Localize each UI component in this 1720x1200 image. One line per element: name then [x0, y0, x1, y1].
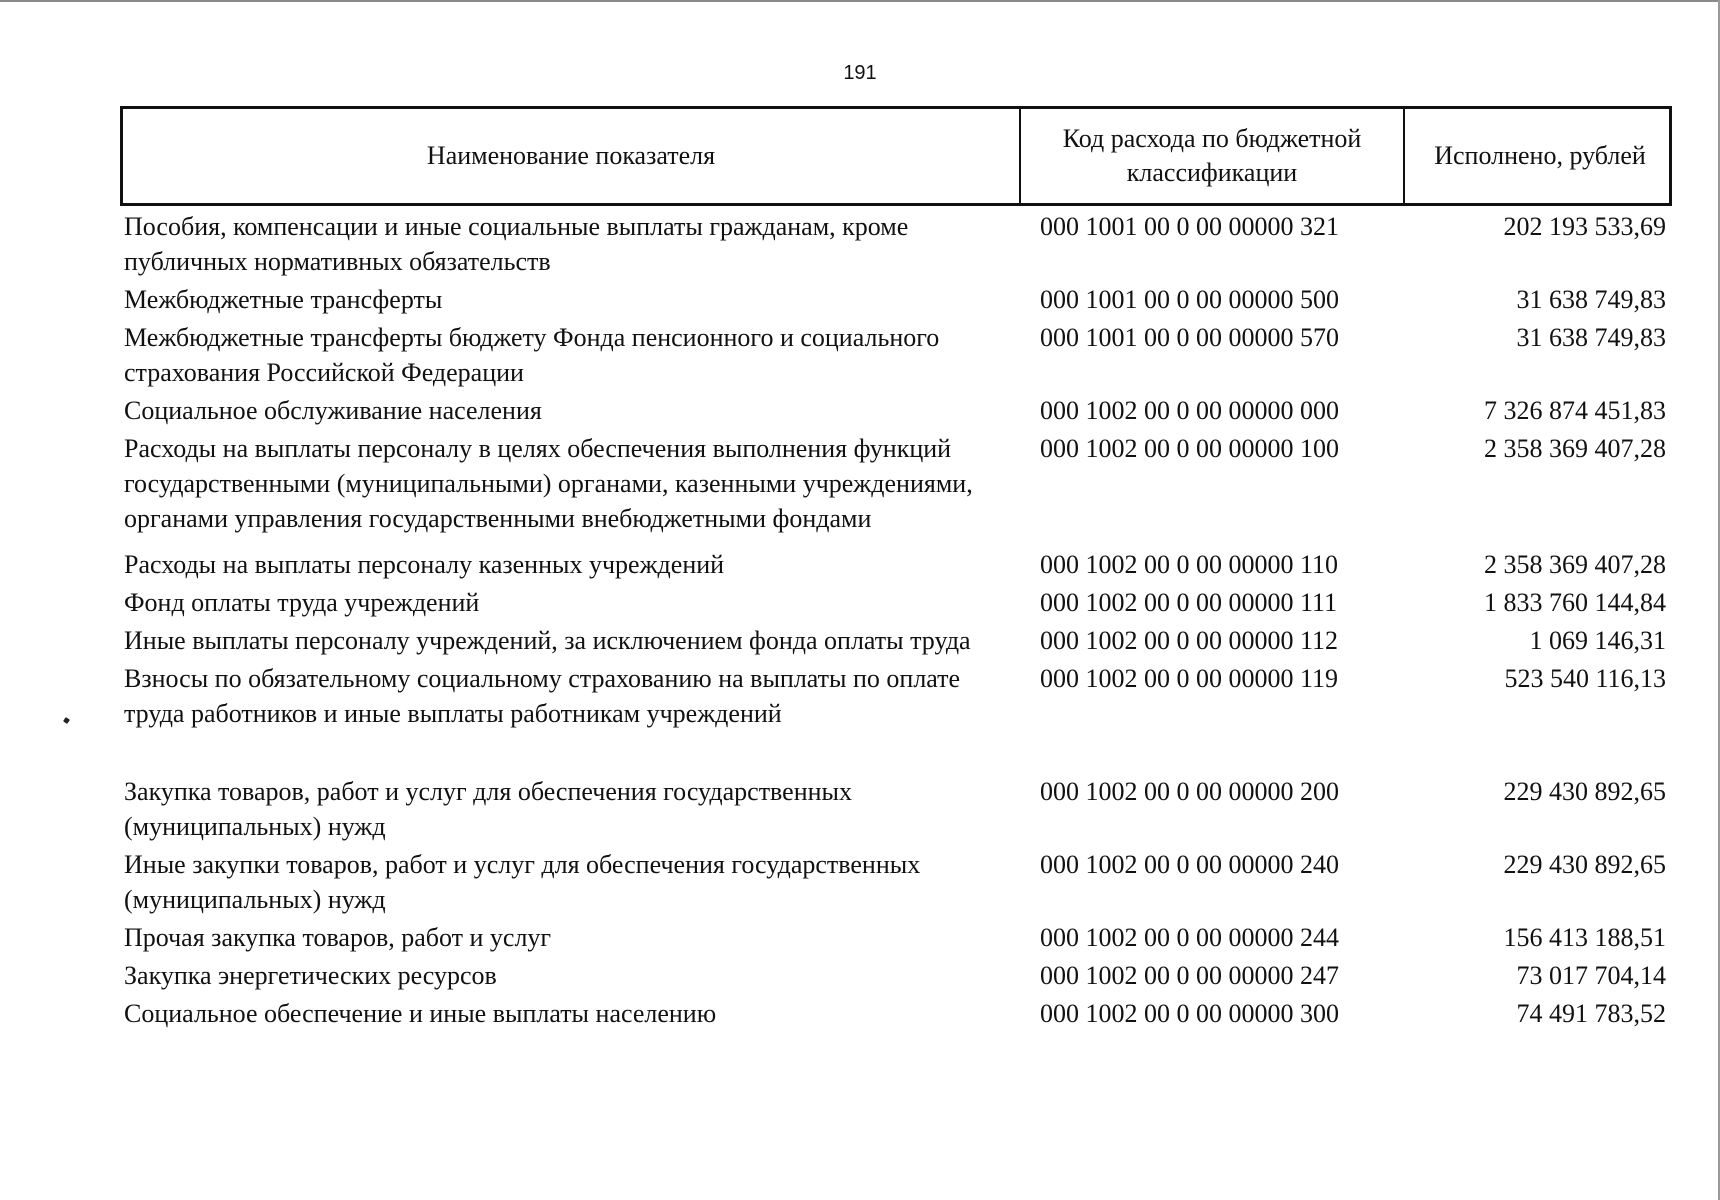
table-row — [120, 430, 1672, 538]
row-code: 000 1002 00 0 00 00000 111 — [1040, 588, 1338, 617]
table-row — [120, 208, 1672, 281]
row-amount: 1 069 146,31 — [1529, 626, 1666, 655]
table-row — [120, 281, 1672, 319]
page-number: 191 — [843, 62, 877, 84]
header-amount: Исполнено, рублей — [1403, 109, 1675, 203]
row-name: Фонд оплаты труда учреждений — [124, 588, 480, 617]
table-row — [120, 660, 1672, 733]
row-amount: 1 833 760 144,84 — [1484, 588, 1666, 617]
table-row — [120, 319, 1672, 392]
row-amount: 2 358 369 407,28 — [1484, 550, 1666, 579]
table-header — [120, 106, 1672, 206]
row-name: Прочая закупка товаров, работ и услуг — [124, 923, 552, 952]
row-name: Закупка энергетических ресурсов — [124, 961, 497, 990]
row-name: Иные выплаты персоналу учреждений, за исключением фонда оплаты труда — [124, 626, 971, 655]
row-name: Межбюджетные трансферты бюджету Фонда пенсионного и социального страхования Российской Федерации — [124, 323, 940, 387]
table-row — [120, 919, 1672, 957]
row-code: 000 1001 00 0 00 00000 570 — [1040, 323, 1339, 352]
row-name: Социальное обеспечение и иные выплаты населению — [124, 999, 717, 1028]
row-code: 000 1002 00 0 00 00000 100 — [1040, 434, 1339, 463]
row-amount: 229 430 892,65 — [1503, 850, 1666, 879]
row-code: 000 1002 00 0 00 00000 000 — [1040, 396, 1339, 425]
row-code: 000 1001 00 0 00 00000 500 — [1040, 285, 1339, 314]
row-code: 000 1002 00 0 00 00000 244 — [1040, 923, 1339, 952]
table-row — [120, 995, 1672, 1033]
row-name: Пособия, компенсации и иные социальные выплаты гражданам, кроме публичных нормативных обязательств — [124, 212, 909, 276]
row-name: Закупка товаров, работ и услуг для обеспечения государственных (муниципальных) нужд — [124, 777, 853, 841]
row-amount: 31 638 749,83 — [1516, 285, 1666, 314]
row-code: 000 1002 00 0 00 00000 240 — [1040, 850, 1339, 879]
row-code: 000 1001 00 0 00 00000 321 — [1040, 212, 1339, 241]
row-amount: 229 430 892,65 — [1503, 777, 1666, 806]
row-name: Взносы по обязательному социальному страхованию на выплаты по оплате труда работников и иные выплаты работникам учреждений — [124, 664, 961, 728]
row-amount: 7 326 874 451,83 — [1484, 396, 1666, 425]
row-code: 000 1002 00 0 00 00000 200 — [1040, 777, 1339, 806]
row-name: Расходы на выплаты персоналу в целях обеспечения выполнения функций государственными (муниципальными) органами, казенными учреждениями, органами управления государственными внебюджетными фондами — [124, 434, 973, 533]
row-code: 000 1002 00 0 00 00000 300 — [1040, 999, 1339, 1028]
row-name: Социальное обслуживание населения — [124, 396, 542, 425]
table-row — [120, 957, 1672, 995]
table-row — [120, 846, 1672, 919]
table-row — [120, 622, 1672, 660]
table-row — [120, 584, 1672, 622]
header-code: Код расхода по бюджетной классификации — [1019, 109, 1403, 203]
scan-speck — [63, 717, 70, 724]
table-body — [120, 208, 1672, 1033]
row-amount: 523 540 116,13 — [1504, 664, 1666, 693]
row-name: Межбюджетные трансферты — [124, 285, 443, 314]
row-amount: 31 638 749,83 — [1516, 323, 1666, 352]
row-amount: 73 017 704,14 — [1516, 961, 1666, 990]
row-code: 000 1002 00 0 00 00000 119 — [1040, 664, 1339, 693]
row-amount: 202 193 533,69 — [1503, 212, 1666, 241]
row-code: 000 1002 00 0 00 00000 247 — [1040, 961, 1339, 990]
row-code: 000 1002 00 0 00 00000 112 — [1040, 626, 1339, 655]
row-amount: 156 413 188,51 — [1503, 923, 1666, 952]
table-row — [120, 546, 1672, 584]
table-row — [120, 773, 1672, 846]
row-amount: 74 491 783,52 — [1516, 999, 1666, 1028]
table-row — [120, 392, 1672, 430]
top-border-line — [0, 0, 1720, 2]
row-name: Иные закупки товаров, работ и услуг для обеспечения государственных (муниципальных) нужд — [124, 850, 921, 914]
budget-table — [120, 106, 1672, 1033]
row-amount: 2 358 369 407,28 — [1484, 434, 1666, 463]
row-code: 000 1002 00 0 00 00000 110 — [1040, 550, 1339, 579]
row-name: Расходы на выплаты персоналу казенных учреждений — [124, 550, 725, 579]
header-name: Наименование показателя — [426, 141, 716, 170]
